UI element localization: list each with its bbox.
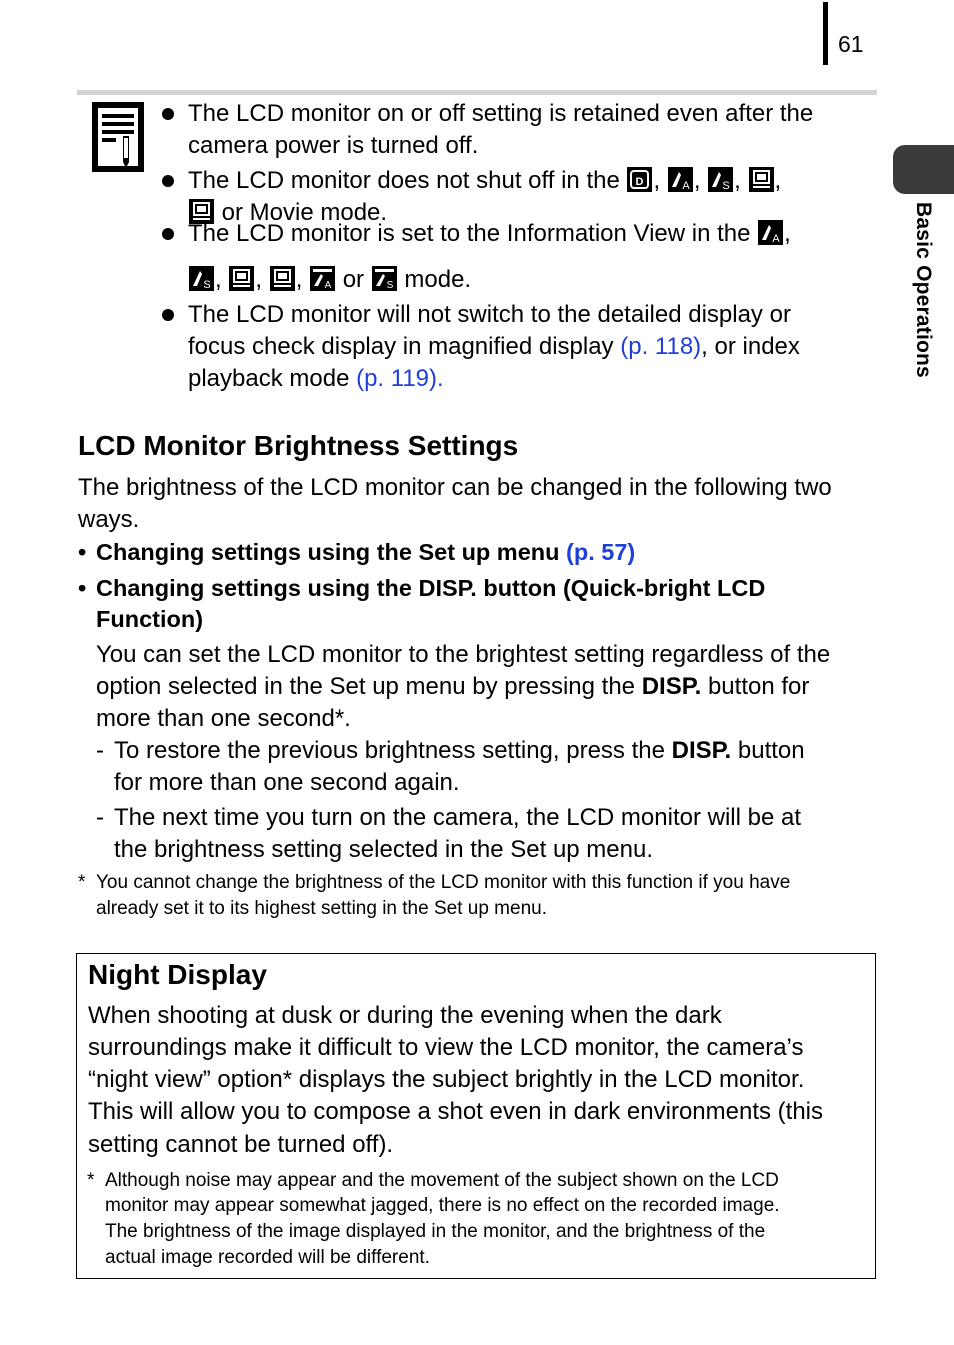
top-divider bbox=[77, 90, 877, 95]
separator: , bbox=[774, 167, 782, 194]
dash-2-marker: - bbox=[96, 804, 104, 831]
dash-2-line-1: The next time you turn on the camera, the LCD monitor will be at bbox=[114, 804, 801, 831]
intro-line-2: ways. bbox=[78, 506, 140, 533]
page-57-link[interactable]: (p. 57) bbox=[566, 539, 636, 565]
night-body-line-5: setting cannot be turned off). bbox=[88, 1131, 394, 1158]
bullet-dot bbox=[162, 108, 174, 120]
digital-macro-icon bbox=[627, 167, 652, 192]
stitch-s-icon-label: S bbox=[722, 180, 730, 192]
section-title: LCD Monitor Brightness Settings bbox=[78, 430, 519, 461]
text: button for bbox=[701, 673, 810, 700]
color-accent-icon bbox=[749, 167, 774, 192]
color-swap-icon bbox=[270, 266, 295, 291]
page-marker-bar bbox=[823, 2, 828, 65]
note-bullet-2-text: The LCD monitor does not shut off in the bbox=[188, 167, 627, 194]
night-display-title: Night Display bbox=[88, 959, 267, 990]
note-bullet-2-text-end: or Movie mode. bbox=[215, 199, 388, 226]
note-pencil-icon bbox=[92, 102, 144, 172]
note-bullet-3-line-2 bbox=[188, 264, 868, 296]
night-body-line-2: surroundings make it difficult to view the LCD monitor, the camera’s bbox=[88, 1034, 804, 1061]
night-body-line-4: This will allow you to compose a shot even in dark environments (this bbox=[88, 1098, 823, 1125]
stitch-assist-a-icon bbox=[668, 167, 693, 192]
section-tab-label: Basic Operations bbox=[912, 202, 935, 378]
dash-1-line-1 bbox=[114, 735, 805, 767]
night-body-line-1: When shooting at dusk or during the evening when the dark bbox=[88, 1002, 722, 1029]
stitch-a-icon-label: A bbox=[682, 180, 690, 192]
stitch-assist-s-icon bbox=[189, 266, 214, 291]
dash-1-line-2: for more than one second again. bbox=[114, 769, 460, 796]
note-bullet-4-line-2 bbox=[188, 331, 868, 363]
separator: , bbox=[734, 167, 741, 194]
mode-text: mode. bbox=[397, 266, 472, 293]
item-bullet: • bbox=[78, 539, 87, 565]
separator: , bbox=[255, 266, 263, 293]
svg-text:A: A bbox=[772, 233, 780, 245]
dash-1-marker: - bbox=[96, 737, 104, 764]
night-body-line-3: “night view” option* displays the subject brightly in the LCD monitor. bbox=[88, 1066, 805, 1093]
night-footnote-line-2: monitor may appear somewhat jagged, there is no effect on the recorded image. bbox=[105, 1195, 780, 1216]
night-footnote-marker: * bbox=[87, 1170, 95, 1191]
stitch-assist-a-icon bbox=[758, 220, 783, 245]
page-119-link[interactable]: (p. 119) bbox=[356, 365, 438, 392]
item-1-text: Changing settings using the Set up menu bbox=[96, 539, 567, 565]
disp-button-label: DISP. bbox=[671, 737, 732, 764]
svg-text:S: S bbox=[386, 280, 394, 291]
color-accent-icon bbox=[229, 266, 254, 291]
text: playback mode bbox=[188, 365, 357, 392]
night-footnote-line-3: The brightness of the image displayed in the monitor, and the brightness of the bbox=[105, 1221, 766, 1242]
item-2-line-1: Changing settings using the DISP. button (Quick-bright LCD bbox=[96, 575, 766, 601]
stitch-assist-s-icon bbox=[708, 167, 733, 192]
separator: , bbox=[295, 266, 303, 293]
note-bullet-4-line-1: The LCD monitor will not switch to the detailed display or bbox=[188, 301, 791, 328]
footnote-marker: * bbox=[78, 872, 86, 893]
bullet-dot bbox=[162, 309, 174, 321]
text: To restore the previous brightness setting, press the bbox=[114, 737, 672, 764]
movie-stitch-s-icon bbox=[372, 266, 397, 291]
text: . bbox=[437, 365, 444, 392]
separator: , bbox=[215, 266, 222, 293]
note-bullet-1-line-1: The LCD monitor on or off setting is retained even after the bbox=[188, 100, 814, 127]
dash-2-line-2: the brightness setting selected in the Set up menu. bbox=[114, 836, 654, 863]
or-text: or bbox=[336, 266, 371, 293]
note-bullet-2-line-1 bbox=[188, 165, 868, 197]
text: button bbox=[731, 737, 805, 764]
separator: , bbox=[784, 220, 791, 247]
para-1-line-2 bbox=[96, 671, 809, 703]
page-number: 61 bbox=[838, 31, 864, 57]
note-bullet-3-line-1 bbox=[188, 218, 868, 250]
item-2-line-2: Function) bbox=[96, 606, 204, 632]
intro-line-1: The brightness of the LCD monitor can be changed in the following two bbox=[78, 474, 832, 501]
separator: , bbox=[693, 167, 701, 194]
disp-button-label: DISP. bbox=[641, 673, 702, 700]
text: focus check display in magnified display bbox=[188, 333, 621, 360]
night-footnote-line-1: Although noise may appear and the movement of the subject shown on the LCD bbox=[105, 1170, 779, 1191]
section-tab bbox=[893, 145, 954, 194]
note-bullet-4-line-3 bbox=[188, 363, 868, 395]
item-1 bbox=[96, 537, 635, 568]
svg-text:A: A bbox=[324, 280, 332, 291]
bullet-dot bbox=[162, 228, 174, 240]
separator: , bbox=[653, 167, 661, 194]
note-bullet-3-text: The LCD monitor is set to the Information View in the bbox=[188, 220, 758, 247]
item-bullet: • bbox=[78, 575, 87, 601]
svg-text:S: S bbox=[203, 279, 211, 291]
footnote-line-1: You cannot change the brightness of the LCD monitor with this function if you have bbox=[96, 872, 791, 893]
note-bullet-1-line-2: camera power is turned off. bbox=[188, 132, 479, 159]
text: option selected in the Set up menu by pressing the bbox=[96, 673, 642, 700]
footnote-line-2: already set it to its highest setting in the Set up menu. bbox=[96, 898, 547, 919]
movie-stitch-a-icon bbox=[310, 266, 335, 291]
page-118-link[interactable]: (p. 118) bbox=[620, 333, 702, 360]
para-1-line-1: You can set the LCD monitor to the brightest setting regardless of the bbox=[96, 641, 831, 668]
digital-macro-icon-label: D bbox=[635, 176, 644, 188]
para-1-line-3: more than one second*. bbox=[96, 705, 351, 732]
bullet-dot bbox=[162, 175, 174, 187]
text: , or index bbox=[701, 333, 800, 360]
night-footnote-line-4: actual image recorded will be different. bbox=[105, 1247, 430, 1268]
